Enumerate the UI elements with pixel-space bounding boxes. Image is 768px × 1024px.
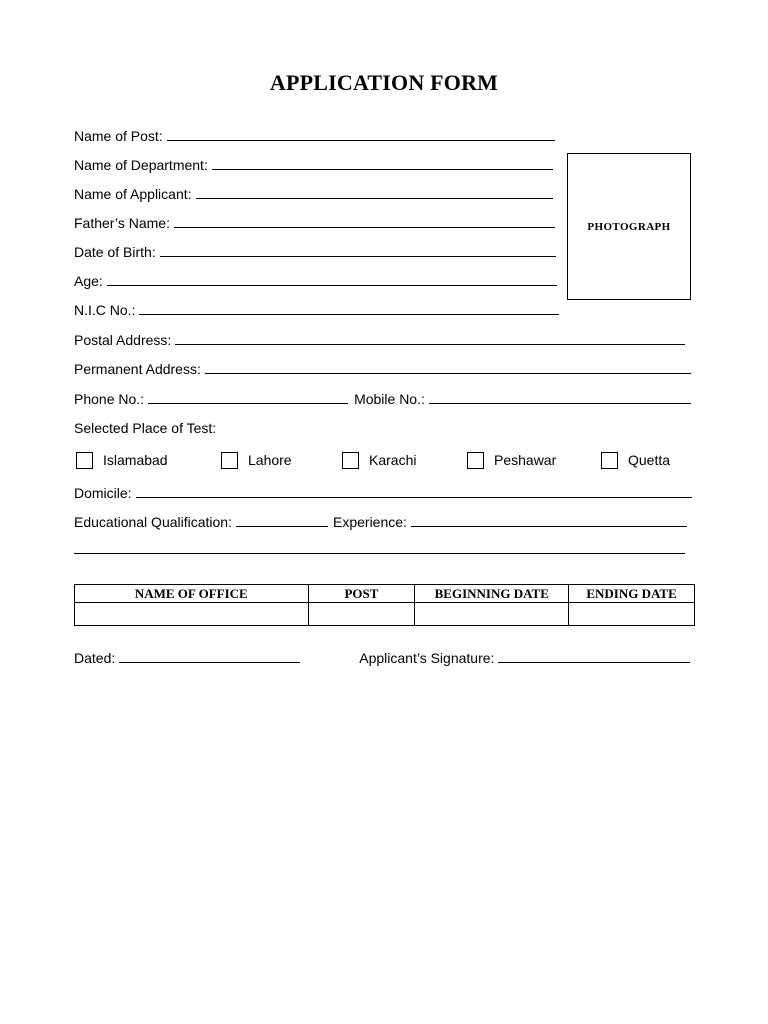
date-of-birth-label: Date of Birth: — [74, 244, 156, 260]
education-label: Educational Qualification: — [74, 514, 232, 530]
permanent-address-label: Permanent Address: — [74, 361, 201, 377]
header-ending-date: ENDING DATE — [569, 585, 695, 603]
signature-line[interactable] — [498, 661, 690, 663]
name-of-post-line[interactable] — [167, 139, 555, 141]
cell-beginning-date[interactable] — [415, 603, 569, 626]
header-name-of-office: NAME OF OFFICE — [75, 585, 309, 603]
option-karachi-label: Karachi — [369, 452, 417, 468]
age-line[interactable] — [107, 284, 557, 286]
mobile-line[interactable] — [429, 402, 691, 404]
date-of-birth-field[interactable] — [74, 240, 556, 260]
header-beginning-date: BEGINNING DATE — [415, 585, 569, 603]
permanent-address-line[interactable] — [205, 372, 691, 374]
cell-ending-date[interactable] — [569, 603, 695, 626]
phone-mobile-row — [74, 387, 691, 407]
header-post: POST — [308, 585, 415, 603]
form-title: APPLICATION FORM — [269, 70, 499, 95]
age-label: Age: — [74, 273, 103, 289]
education-experience-row — [74, 510, 687, 530]
place-of-test-label: Selected Place of Test: — [74, 420, 217, 436]
checkbox-karachi[interactable] — [342, 452, 359, 469]
postal-address-label: Postal Address: — [74, 332, 172, 348]
option-peshawar-label: Peshawar — [494, 452, 557, 468]
cell-post[interactable] — [308, 603, 415, 626]
domicile-field[interactable] — [74, 481, 692, 501]
applicant-name-field[interactable] — [74, 182, 553, 202]
signature-label: Applicant’s Signature: — [359, 650, 495, 666]
name-of-post-field[interactable] — [74, 124, 555, 144]
option-lahore-label: Lahore — [248, 452, 292, 468]
father-name-field[interactable] — [74, 211, 555, 231]
permanent-address-field[interactable] — [74, 357, 691, 377]
phone-line[interactable] — [148, 402, 348, 404]
applicant-name-label: Name of Applicant: — [74, 186, 192, 202]
option-lahore[interactable] — [221, 450, 292, 470]
table-header-row — [75, 585, 695, 603]
mobile-field[interactable] — [354, 391, 691, 407]
option-karachi[interactable] — [342, 450, 416, 470]
phone-label: Phone No.: — [74, 391, 145, 407]
photograph-box: PHOTOGRAPH — [567, 153, 691, 300]
domicile-line[interactable] — [136, 496, 692, 498]
option-islamabad[interactable] — [76, 450, 168, 470]
age-field[interactable] — [74, 269, 557, 289]
table-row — [75, 603, 695, 626]
date-signature-row — [74, 646, 690, 666]
cell-name-of-office[interactable] — [75, 603, 309, 626]
experience-label: Experience: — [333, 514, 407, 530]
option-peshawar[interactable] — [467, 450, 556, 470]
education-field[interactable] — [74, 514, 328, 530]
test-place-options — [76, 450, 696, 472]
domicile-label: Domicile: — [74, 485, 132, 501]
option-quetta[interactable] — [601, 450, 670, 470]
postal-address-field[interactable] — [74, 328, 685, 348]
office-history-table — [74, 584, 695, 626]
experience-field[interactable] — [333, 514, 687, 530]
mobile-label: Mobile No.: — [354, 391, 425, 407]
checkbox-peshawar[interactable] — [467, 452, 484, 469]
place-of-test-heading — [74, 416, 216, 436]
name-of-post-label: Name of Post: — [74, 128, 163, 144]
father-name-line[interactable] — [174, 226, 555, 228]
extra-blank-line[interactable] — [74, 553, 685, 554]
department-field[interactable] — [74, 153, 553, 173]
postal-address-line[interactable] — [175, 343, 685, 345]
date-of-birth-line[interactable] — [160, 255, 556, 257]
department-label: Name of Department: — [74, 157, 208, 173]
checkbox-quetta[interactable] — [601, 452, 618, 469]
experience-line[interactable] — [411, 525, 687, 527]
department-line[interactable] — [212, 168, 553, 170]
signature-field[interactable] — [359, 650, 690, 666]
father-name-label: Father’s Name: — [74, 215, 170, 231]
checkbox-islamabad[interactable] — [76, 452, 93, 469]
nic-field[interactable] — [74, 298, 559, 318]
applicant-name-line[interactable] — [196, 197, 553, 199]
dated-field[interactable] — [74, 650, 300, 666]
dated-line[interactable] — [119, 661, 300, 663]
option-islamabad-label: Islamabad — [103, 452, 168, 468]
nic-label: N.I.C No.: — [74, 302, 136, 318]
dated-label: Dated: — [74, 650, 116, 666]
phone-field[interactable] — [74, 391, 348, 407]
education-line[interactable] — [236, 525, 328, 527]
checkbox-lahore[interactable] — [221, 452, 238, 469]
option-quetta-label: Quetta — [628, 452, 671, 468]
nic-line[interactable] — [139, 313, 559, 315]
